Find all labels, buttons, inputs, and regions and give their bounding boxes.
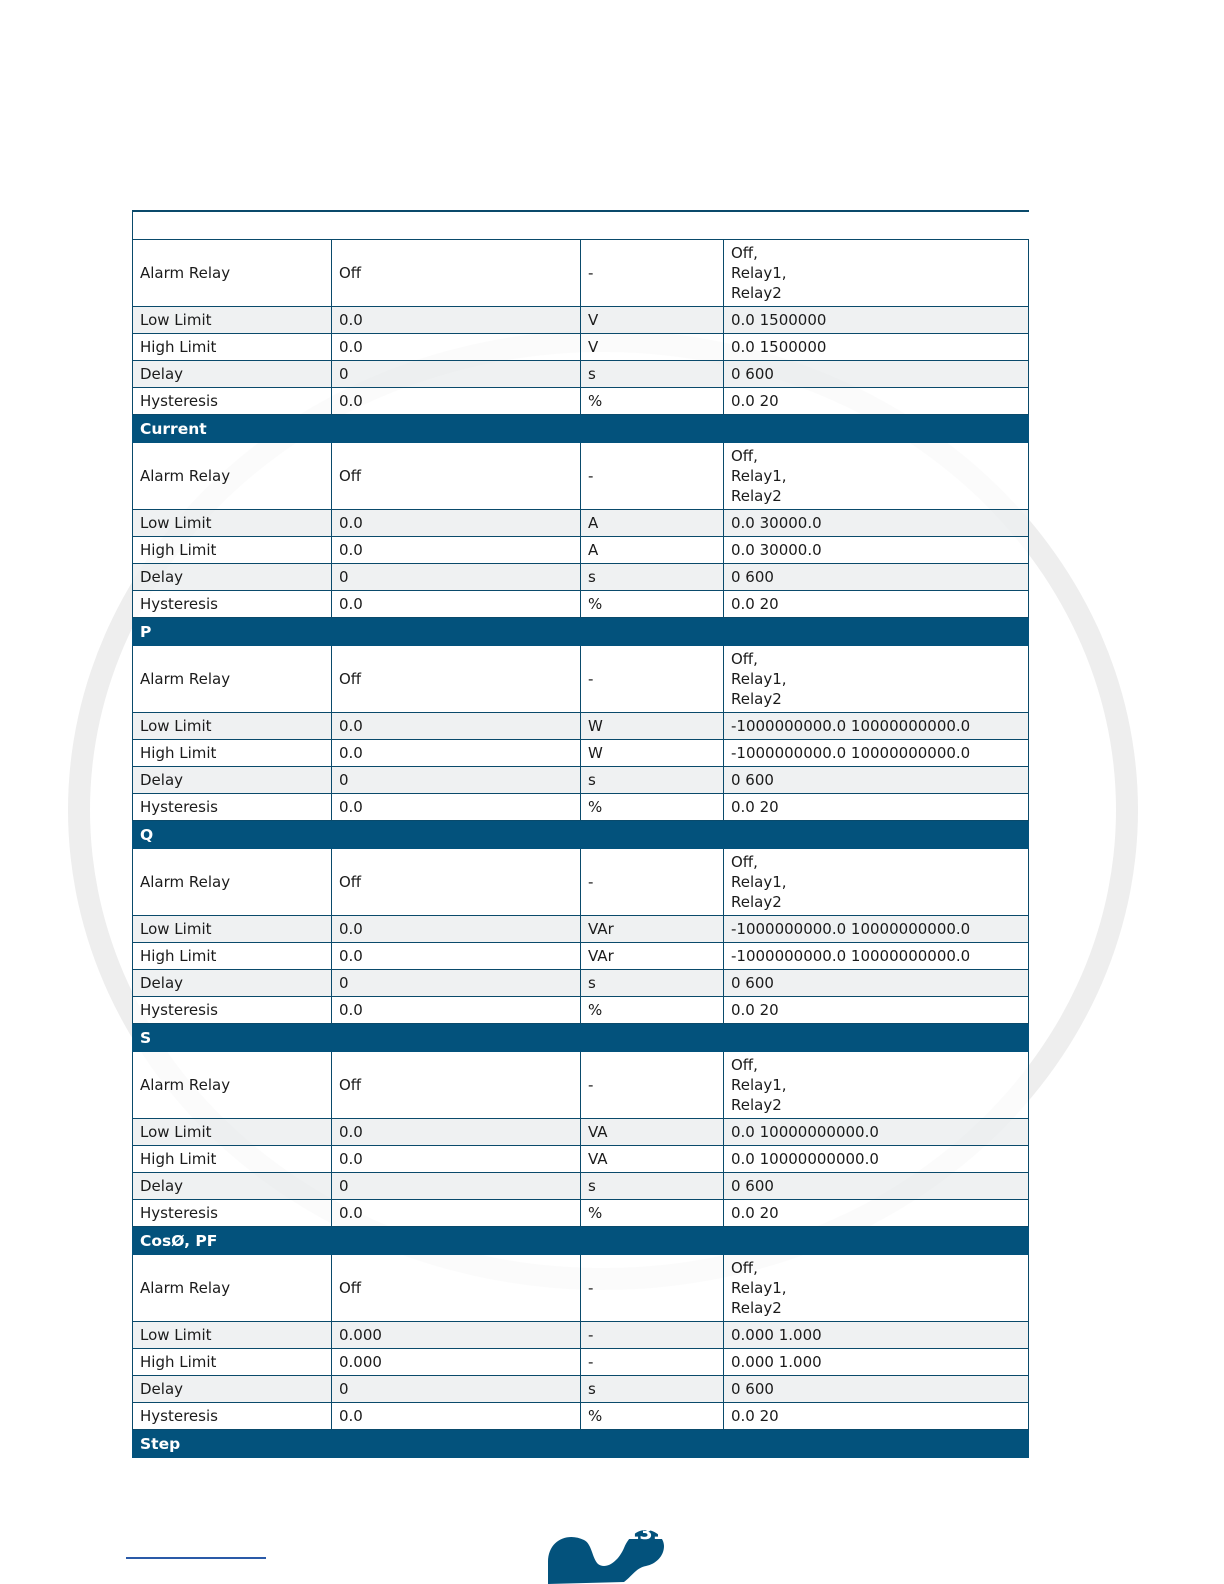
- param-name-cell: Alarm Relay: [133, 443, 332, 510]
- default-value-cell: 0.0: [332, 1146, 581, 1173]
- range-value: Off,: [731, 447, 758, 465]
- table-row: [133, 591, 1029, 618]
- unit-cell: V: [581, 307, 724, 334]
- table-row: [133, 1255, 1029, 1322]
- param-name-cell: Hysteresis: [133, 388, 332, 415]
- default-value-cell: Off: [332, 1255, 581, 1322]
- alarm-settings-table: [132, 210, 1029, 1458]
- default-value-cell: 0.0: [332, 334, 581, 361]
- unit-cell: W: [581, 713, 724, 740]
- default-value-cell: Off: [332, 443, 581, 510]
- unit-cell: A: [581, 510, 724, 537]
- range-value: 0.0 20: [731, 595, 779, 613]
- range-cell: [724, 1255, 1029, 1322]
- range-cell: [724, 388, 1029, 415]
- param-name-cell: High Limit: [133, 1349, 332, 1376]
- param-name-cell: Low Limit: [133, 510, 332, 537]
- range-value: 0 600: [731, 1177, 774, 1195]
- range-value: Off,: [731, 1056, 758, 1074]
- range-cell: [724, 997, 1029, 1024]
- range-value: Relay2: [731, 487, 782, 505]
- unit-cell: %: [581, 388, 724, 415]
- param-name-cell: High Limit: [133, 1146, 332, 1173]
- range-value: 0.0 1500000: [731, 338, 827, 356]
- default-value-cell: 0.0: [332, 510, 581, 537]
- default-value-cell: 0.0: [332, 591, 581, 618]
- section-header-row: [133, 415, 1029, 443]
- unit-cell: s: [581, 1173, 724, 1200]
- range-cell: [724, 1349, 1029, 1376]
- table-row: [133, 849, 1029, 916]
- table-row: [133, 1349, 1029, 1376]
- unit-cell: %: [581, 1403, 724, 1430]
- default-value-cell: 0: [332, 1173, 581, 1200]
- default-value-cell: 0.0: [332, 307, 581, 334]
- range-value: 0 600: [731, 771, 774, 789]
- unit-cell: s: [581, 361, 724, 388]
- unit-cell: s: [581, 564, 724, 591]
- range-value: Off,: [731, 650, 758, 668]
- range-value: -1000000000.0 10000000000.0: [731, 717, 971, 735]
- section-header-row: [133, 821, 1029, 849]
- table-row: [133, 646, 1029, 713]
- param-name-cell: Low Limit: [133, 1322, 332, 1349]
- default-value-cell: 0.000: [332, 1349, 581, 1376]
- range-cell: [724, 1403, 1029, 1430]
- default-value-cell: 0: [332, 564, 581, 591]
- table-row: [133, 1119, 1029, 1146]
- table-top-spacer: [133, 211, 1029, 240]
- range-value: Off,: [731, 244, 758, 262]
- unit-cell: VA: [581, 1146, 724, 1173]
- param-name-cell: Hysteresis: [133, 1200, 332, 1227]
- default-value-cell: Off: [332, 240, 581, 307]
- param-name-cell: Hysteresis: [133, 1403, 332, 1430]
- unit-cell: %: [581, 1200, 724, 1227]
- range-value: 0.0 1500000: [731, 311, 827, 329]
- range-cell: [724, 1200, 1029, 1227]
- table-row: [133, 1200, 1029, 1227]
- default-value-cell: 0: [332, 361, 581, 388]
- table-row: [133, 916, 1029, 943]
- page-number: 131: [626, 1522, 666, 1544]
- unit-cell: -: [581, 646, 724, 713]
- range-value: 0 600: [731, 365, 774, 383]
- range-value: Off,: [731, 1259, 758, 1277]
- range-value: 0.000 1.000: [731, 1326, 822, 1344]
- table-row: [133, 713, 1029, 740]
- param-name-cell: High Limit: [133, 740, 332, 767]
- table-row: [133, 740, 1029, 767]
- range-value: -1000000000.0 10000000000.0: [731, 920, 971, 938]
- unit-cell: VA: [581, 1119, 724, 1146]
- unit-cell: -: [581, 240, 724, 307]
- range-value: 0.0 10000000000.0: [731, 1150, 879, 1168]
- table-row: [133, 1146, 1029, 1173]
- param-name-cell: Alarm Relay: [133, 646, 332, 713]
- table-row: [133, 943, 1029, 970]
- unit-cell: %: [581, 997, 724, 1024]
- range-cell: [724, 646, 1029, 713]
- unit-cell: -: [581, 443, 724, 510]
- default-value-cell: 0.0: [332, 1403, 581, 1430]
- section-title: P: [133, 618, 1029, 646]
- default-value-cell: 0.0: [332, 537, 581, 564]
- param-name-cell: Hysteresis: [133, 591, 332, 618]
- section-header-row: [133, 1024, 1029, 1052]
- table-row: [133, 510, 1029, 537]
- unit-cell: s: [581, 767, 724, 794]
- section-header-row: [133, 1430, 1029, 1458]
- range-value: Relay2: [731, 1096, 782, 1114]
- section-header-row: [133, 618, 1029, 646]
- unit-cell: s: [581, 1376, 724, 1403]
- range-cell: [724, 1052, 1029, 1119]
- table-row: [133, 1322, 1029, 1349]
- range-cell: [724, 794, 1029, 821]
- range-cell: [724, 443, 1029, 510]
- param-name-cell: Hysteresis: [133, 997, 332, 1024]
- table-row: [133, 997, 1029, 1024]
- default-value-cell: 0.0: [332, 943, 581, 970]
- range-cell: [724, 537, 1029, 564]
- unit-cell: V: [581, 334, 724, 361]
- range-cell: [724, 1322, 1029, 1349]
- range-cell: [724, 1119, 1029, 1146]
- range-cell: [724, 564, 1029, 591]
- param-name-cell: Delay: [133, 564, 332, 591]
- range-value: 0.0 20: [731, 798, 779, 816]
- param-name-cell: Low Limit: [133, 916, 332, 943]
- range-cell: [724, 1146, 1029, 1173]
- range-value: 0.0 20: [731, 392, 779, 410]
- table-row: [133, 240, 1029, 307]
- default-value-cell: 0.0: [332, 388, 581, 415]
- default-value-cell: 0.0: [332, 794, 581, 821]
- range-value: Off,: [731, 853, 758, 871]
- param-name-cell: Delay: [133, 970, 332, 997]
- range-value: Relay1,: [731, 873, 787, 891]
- range-value: -1000000000.0 10000000000.0: [731, 744, 971, 762]
- spacer-cell: [133, 211, 1029, 240]
- table-row: [133, 334, 1029, 361]
- unit-cell: A: [581, 537, 724, 564]
- range-value: Relay2: [731, 690, 782, 708]
- range-value: 0 600: [731, 1380, 774, 1398]
- unit-cell: VAr: [581, 943, 724, 970]
- param-name-cell: Low Limit: [133, 307, 332, 334]
- param-name-cell: Alarm Relay: [133, 240, 332, 307]
- range-value: Relay1,: [731, 264, 787, 282]
- section-title: S: [133, 1024, 1029, 1052]
- param-name-cell: Low Limit: [133, 713, 332, 740]
- table-row: [133, 307, 1029, 334]
- range-value: 0.0 30000.0: [731, 514, 822, 532]
- unit-cell: s: [581, 970, 724, 997]
- unit-cell: -: [581, 1255, 724, 1322]
- range-value: 0.0 10000000000.0: [731, 1123, 879, 1141]
- default-value-cell: 0: [332, 1376, 581, 1403]
- section-title: Q: [133, 821, 1029, 849]
- default-value-cell: Off: [332, 646, 581, 713]
- range-cell: [724, 740, 1029, 767]
- param-name-cell: High Limit: [133, 943, 332, 970]
- table-row: [133, 564, 1029, 591]
- range-value: 0.0 20: [731, 1001, 779, 1019]
- param-name-cell: Alarm Relay: [133, 1255, 332, 1322]
- unit-cell: -: [581, 1052, 724, 1119]
- unit-cell: %: [581, 591, 724, 618]
- range-value: Relay2: [731, 893, 782, 911]
- range-cell: [724, 767, 1029, 794]
- unit-cell: W: [581, 740, 724, 767]
- table-row: [133, 361, 1029, 388]
- default-value-cell: 0: [332, 767, 581, 794]
- range-cell: [724, 1376, 1029, 1403]
- range-value: 0.0 20: [731, 1204, 779, 1222]
- default-value-cell: Off: [332, 849, 581, 916]
- settings-table-container: [132, 210, 1028, 1458]
- range-value: -1000000000.0 10000000000.0: [731, 947, 971, 965]
- range-cell: [724, 334, 1029, 361]
- default-value-cell: 0.0: [332, 997, 581, 1024]
- unit-cell: -: [581, 1349, 724, 1376]
- unit-cell: -: [581, 849, 724, 916]
- range-value: Relay1,: [731, 670, 787, 688]
- table-row: [133, 970, 1029, 997]
- default-value-cell: Off: [332, 1052, 581, 1119]
- range-value: Relay2: [731, 1299, 782, 1317]
- default-value-cell: 0.000: [332, 1322, 581, 1349]
- table-row: [133, 1173, 1029, 1200]
- range-cell: [724, 943, 1029, 970]
- range-value: 0 600: [731, 974, 774, 992]
- default-value-cell: 0.0: [332, 740, 581, 767]
- range-cell: [724, 713, 1029, 740]
- table-row: [133, 388, 1029, 415]
- range-cell: [724, 510, 1029, 537]
- default-value-cell: 0.0: [332, 916, 581, 943]
- range-value: 0 600: [731, 568, 774, 586]
- range-value: Relay2: [731, 284, 782, 302]
- range-cell: [724, 916, 1029, 943]
- range-cell: [724, 240, 1029, 307]
- section-title: Current: [133, 415, 1029, 443]
- range-cell: [724, 849, 1029, 916]
- section-title: Step: [133, 1430, 1029, 1458]
- param-name-cell: High Limit: [133, 334, 332, 361]
- section-header-row: [133, 1227, 1029, 1255]
- range-value: 0.0 30000.0: [731, 541, 822, 559]
- range-value: Relay1,: [731, 1279, 787, 1297]
- table-row: [133, 1052, 1029, 1119]
- param-name-cell: Alarm Relay: [133, 1052, 332, 1119]
- section-title: CosØ, PF: [133, 1227, 1029, 1255]
- default-value-cell: 0: [332, 970, 581, 997]
- range-cell: [724, 591, 1029, 618]
- default-value-cell: 0.0: [332, 1119, 581, 1146]
- table-row: [133, 537, 1029, 564]
- param-name-cell: Alarm Relay: [133, 849, 332, 916]
- table-row: [133, 767, 1029, 794]
- range-cell: [724, 361, 1029, 388]
- table-row: [133, 1403, 1029, 1430]
- param-name-cell: Delay: [133, 361, 332, 388]
- table-row: [133, 1376, 1029, 1403]
- range-value: 0.0 20: [731, 1407, 779, 1425]
- default-value-cell: 0.0: [332, 1200, 581, 1227]
- table-row: [133, 443, 1029, 510]
- range-value: Relay1,: [731, 467, 787, 485]
- range-cell: [724, 1173, 1029, 1200]
- range-cell: [724, 307, 1029, 334]
- default-value-cell: 0.0: [332, 713, 581, 740]
- param-name-cell: High Limit: [133, 537, 332, 564]
- footer-rule: [126, 1557, 266, 1559]
- param-name-cell: Delay: [133, 767, 332, 794]
- range-cell: [724, 970, 1029, 997]
- range-value: 0.000 1.000: [731, 1353, 822, 1371]
- param-name-cell: Delay: [133, 1376, 332, 1403]
- table-row: [133, 794, 1029, 821]
- unit-cell: VAr: [581, 916, 724, 943]
- param-name-cell: Low Limit: [133, 1119, 332, 1146]
- unit-cell: %: [581, 794, 724, 821]
- range-value: Relay1,: [731, 1076, 787, 1094]
- param-name-cell: Delay: [133, 1173, 332, 1200]
- param-name-cell: Hysteresis: [133, 794, 332, 821]
- unit-cell: -: [581, 1322, 724, 1349]
